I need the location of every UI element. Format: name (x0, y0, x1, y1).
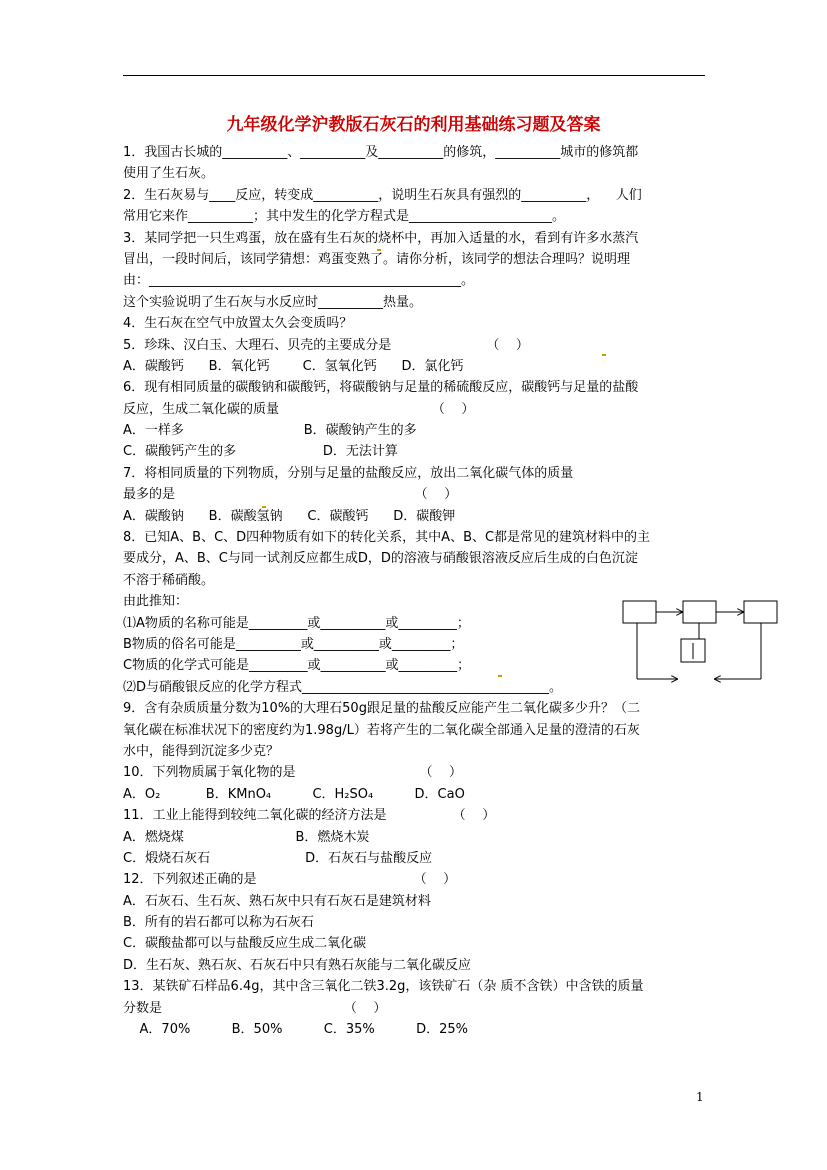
text-line: 3．某同学把一只生鸡蛋，放在盛有生石灰的烧杯中，再加入适量的水，看到有许多水蒸汽 (123, 230, 639, 246)
text-line: A．碳酸钠 B．碳酸氢钠 C．碳酸钙 D．碳酸钾 (123, 508, 456, 524)
text-line: A．石灰石、生石灰、熟石灰中只有石灰石是建筑材料 (123, 893, 431, 909)
text-line: 冒出，一段时间后，该同学猜想：鸡蛋变熟了。请你分析，该同学的想法合理吗？说明理 (123, 251, 631, 267)
margin-mark (498, 675, 502, 677)
page-number: 1 (696, 1090, 704, 1104)
text-line: A．碳酸钙 B．氧化钙 C．氢氧化钙 D．氯化钙 (123, 358, 464, 374)
text-line: 11．工业上能得到较纯二氧化碳的经济方法是 （ ） (123, 808, 496, 824)
margin-mark (602, 354, 606, 356)
margin-mark (262, 506, 266, 508)
text-line: 6．现有相同质量的碳酸钠和碳酸钙，将碳酸钠与足量的稀硫酸反应，碳酸钙与足量的盐酸 (123, 380, 639, 396)
text-line: 要成分，A、B、C与同一试剂反应都生成D，D的溶液与硝酸银溶液反应后生成的白色沉淀 (123, 551, 638, 567)
text-line: 使用了生石灰。 (123, 166, 215, 182)
document-body (123, 142, 713, 1040)
diagram-box-a (623, 601, 656, 623)
text-line: 最多的是 （ ） (123, 487, 458, 503)
text-line: 4．生石灰在空气中放置太久会变质吗？ (123, 316, 353, 332)
text-line: A．燃烧煤 B．燃烧木炭 (123, 829, 370, 845)
text-line: 反应，生成二氧化碳的质量 （ ） (123, 401, 475, 417)
text-line: 由此推知： (123, 594, 189, 610)
text-line: B．所有的岩石都可以称为石灰石 (123, 915, 314, 931)
document-title: 九年级化学沪教版石灰石的利用基础练习题及答案 (226, 115, 601, 135)
text-line: ⑴A物质的名称可能是_________或__________或_________； (123, 615, 470, 631)
text-line: B物质的俗名可能是__________或__________或_________； (123, 636, 464, 652)
text-line: C．碳酸钙产生的多 D．无法计算 (123, 444, 398, 460)
text-line: 8．已知A、B、C、D四种物质有如下的转化关系，其中A、B、C都是常见的建筑材料中的主 (123, 530, 651, 546)
text-line: 12．下列叙述正确的是 （ ） (123, 872, 457, 888)
text-line: 9．含有杂质质量分数为10%的大理石50g跟足量的盐酸反应能产生二氧化碳多少升？（二 (123, 701, 640, 717)
text-line: C物质的化学式可能是_________或__________或_________； (123, 658, 471, 674)
text-line: 2．生石灰易与____反应，转变成__________，说明生石灰具有强烈的__________， 人们 (123, 187, 642, 203)
diagram-box-c (744, 601, 777, 623)
text-line: A．一样多 B．碳酸钠产生的多 (123, 423, 417, 439)
text-line: 由：________________________________________________。 (123, 273, 475, 289)
text-line: 分数是 （ ） (123, 1000, 387, 1016)
text-line: 13．某铁矿石样品6.4g，其中含三氧化二铁3.2g，该铁矿石（杂 质不含铁）中含铁的质量 (123, 979, 644, 995)
text-line: 不溶于稀硝酸。 (123, 572, 215, 588)
text-line: 水中，能得到沉淀多少克？ (123, 743, 280, 759)
text-line: 1．我国古长城的__________、__________及__________的修筑，__________城市的修筑都 (123, 145, 639, 160)
header-rule (123, 75, 705, 76)
diagram-box-b (683, 601, 716, 623)
text-line: D．生石灰、熟石灰、石灰石中只有熟石灰能与二氧化碳反应 (123, 957, 472, 973)
text-line: 10．下列物质属于氧化物的是 （ ） (123, 765, 463, 781)
text-line: C．煅烧石灰石 D．石灰石与盐酸反应 (123, 850, 433, 866)
conversion-diagram (615, 595, 785, 690)
text-line: A．O₂ B．KMnO₄ C．H₂SO₄ D．CaO (123, 786, 465, 802)
text-line: C．碳酸盐都可以与盐酸反应生成二氧化碳 (123, 936, 367, 952)
text-line: 常用它来作__________；其中发生的化学方程式是______________________。 (123, 209, 566, 225)
text-line: 7．将相同质量的下列物质，分别与足量的盐酸反应，放出二氧化碳气体的质量 (123, 465, 574, 481)
text-line: A．70% B．50% C．35% D．25% (123, 1022, 468, 1038)
text-line: 氧化碳在标准状况下的密度约为1.98g/L）若将产生的二氧化碳全部通入足量的澄清的石灰 (123, 722, 640, 738)
text-line: 5．珍珠、汉白玉、大理石、贝壳的主要成分是 （ ） (123, 337, 529, 353)
text-line: ⑵D与硝酸银反应的化学方程式______________________________________。 (123, 679, 563, 695)
margin-mark (377, 249, 381, 251)
text-line: 这个实验说明了生石灰与水反应时__________热量。 (123, 294, 423, 310)
